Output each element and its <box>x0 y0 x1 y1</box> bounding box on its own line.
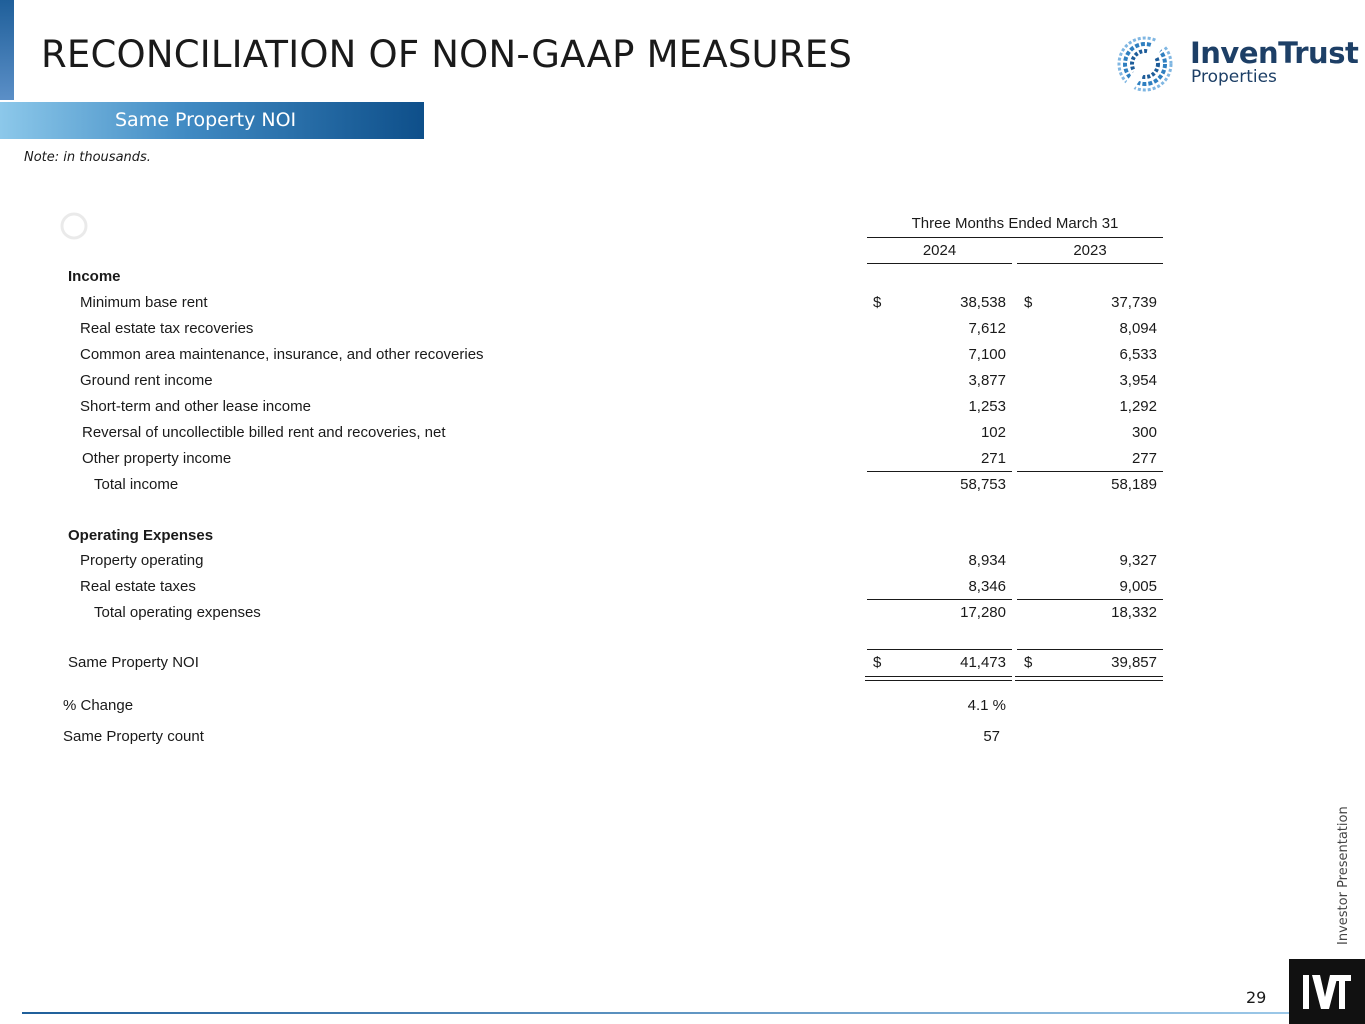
noi-double-rule <box>865 676 1012 681</box>
row-label: Ground rent income <box>80 372 213 389</box>
currency-symbol: $ <box>873 654 882 671</box>
row-label: Real estate tax recoveries <box>80 320 254 337</box>
page-number: 29 <box>1246 988 1267 1007</box>
count-value: 57 <box>983 728 1000 745</box>
total-income-label: Total income <box>94 476 179 493</box>
value-2023: 8,094 <box>1119 320 1157 337</box>
value-2024: 38,538 <box>960 294 1006 311</box>
currency-symbol: $ <box>873 294 882 311</box>
row-label: Real estate taxes <box>80 578 196 595</box>
subtotal-rule <box>867 599 1012 600</box>
noi-2024: 41,473 <box>960 654 1006 671</box>
row-label: Other property income <box>82 450 232 467</box>
col2-header-rule <box>1017 263 1163 264</box>
total-expenses-label: Total operating expenses <box>94 604 261 621</box>
row-label: Property operating <box>80 552 204 569</box>
subtotal-rule <box>867 471 1012 472</box>
units-note: Note: in thousands. <box>24 150 151 165</box>
value-2023: 3,954 <box>1119 372 1157 389</box>
value-2024: 8,346 <box>968 578 1006 595</box>
logo-subtitle: Properties <box>1191 67 1277 87</box>
value-2023: 300 <box>1131 424 1157 441</box>
currency-symbol: $ <box>1024 654 1033 671</box>
value-2023: 6,533 <box>1119 346 1157 363</box>
row-label: Minimum base rent <box>80 294 208 311</box>
column-header-2024: 2024 <box>922 242 957 259</box>
value-2023: 9,005 <box>1119 578 1157 595</box>
col1-header-rule <box>867 263 1012 264</box>
period-header: Three Months Ended March 31 <box>911 215 1119 232</box>
logo-name: InvenTrust <box>1190 36 1359 70</box>
value-2024: 271 <box>980 450 1006 467</box>
side-label: Investor Presentation <box>1336 806 1351 945</box>
ivt-monogram-icon <box>1303 973 1351 1011</box>
noi-double-rule <box>1015 676 1163 681</box>
noi-label: Same Property NOI <box>68 654 199 671</box>
pct-change-label: % Change <box>63 697 134 714</box>
subtotal-rule <box>1017 599 1163 600</box>
noi-top-rule <box>867 649 1012 650</box>
row-label: Common area maintenance, insurance, and other recoveries <box>80 346 484 363</box>
value-2024: 1,253 <box>968 398 1006 415</box>
header-rule <box>867 237 1163 238</box>
footer-rule <box>22 1012 1289 1014</box>
value-2023: 37,739 <box>1111 294 1157 311</box>
total-income-2024: 58,753 <box>960 476 1006 493</box>
subtotal-rule <box>1017 471 1163 472</box>
row-label: Short-term and other lease income <box>80 398 311 415</box>
row-label: Reversal of uncollectible billed rent and recoveries, net <box>82 424 446 441</box>
value-2023: 277 <box>1131 450 1157 467</box>
total-expenses-2023: 18,332 <box>1111 604 1157 621</box>
value-2023: 1,292 <box>1119 398 1157 415</box>
noi-2023: 39,857 <box>1111 654 1157 671</box>
total-expenses-2024: 17,280 <box>960 604 1006 621</box>
value-2024: 7,100 <box>968 346 1006 363</box>
total-income-2023: 58,189 <box>1111 476 1157 493</box>
section-title: Same Property NOI <box>115 109 297 131</box>
noi-top-rule <box>1017 649 1163 650</box>
count-label: Same Property count <box>63 728 204 745</box>
value-2023: 9,327 <box>1119 552 1157 569</box>
value-2024: 102 <box>980 424 1006 441</box>
expense-heading: Operating Expenses <box>68 527 214 544</box>
currency-symbol: $ <box>1024 294 1033 311</box>
page-title: RECONCILIATION OF NON-GAAP MEASURES <box>41 33 853 76</box>
value-2024: 3,877 <box>968 372 1006 389</box>
income-heading: Income <box>68 268 121 285</box>
value-2024: 8,934 <box>968 552 1006 569</box>
value-2024: 7,612 <box>968 320 1006 337</box>
pct-change-value: 4.1 % <box>967 697 1006 714</box>
column-header-2023: 2023 <box>1073 242 1107 259</box>
corner-logo <box>1289 959 1365 1024</box>
